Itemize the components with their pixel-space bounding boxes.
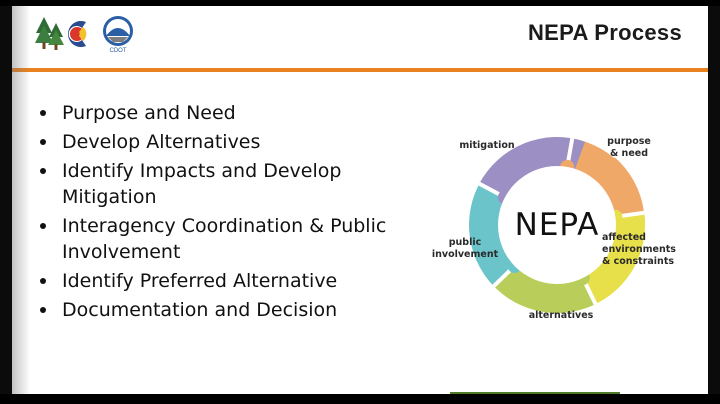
segment-label-purpose-line2: & need <box>609 148 649 159</box>
colorado-logo <box>30 13 92 55</box>
segment-label-affected-line3: & constraints <box>602 256 675 267</box>
list-item: Identify Preferred Alternative <box>32 268 424 294</box>
segment-label-affected-line2: environments <box>602 244 676 255</box>
svg-text:CDOT: CDOT <box>109 48 127 54</box>
viewer-bottom-bar <box>0 394 720 404</box>
list-item: Identify Impacts and Develop Mitigation <box>32 158 424 210</box>
segment-label-public-line2: involvement <box>431 249 499 260</box>
segment-label-affected-line1: affected <box>602 232 646 243</box>
list-item: Purpose and Need <box>32 100 424 126</box>
wheel-hub <box>498 166 616 284</box>
viewer-right-gutter <box>708 0 720 404</box>
nepa-process-diagram <box>424 92 690 358</box>
list-item: Develop Alternatives <box>32 129 424 155</box>
segment-label-public-line1: public <box>448 237 482 248</box>
segment-label-public-involvement <box>420 237 510 261</box>
segment-label-mitigation: mitigation <box>459 140 515 151</box>
segment-label-affected <box>602 232 686 268</box>
bullet-list <box>32 100 424 326</box>
cdot-logo <box>96 14 140 56</box>
slide-header <box>0 0 720 72</box>
segment-label-alternatives: alternatives <box>528 310 594 321</box>
page-title: NEPA Process <box>527 20 682 45</box>
list-item: Documentation and Decision <box>32 297 424 323</box>
viewer-top-bar <box>0 0 720 6</box>
segment-label-purpose-need <box>584 136 674 160</box>
slide-body <box>0 72 720 382</box>
segment-label-purpose-line1: purpose <box>607 136 651 147</box>
viewer-left-gutter <box>0 0 12 404</box>
list-item: Interagency Coordination & Public Involvement <box>32 213 424 265</box>
diagram-center-label: NEPA <box>514 207 600 243</box>
